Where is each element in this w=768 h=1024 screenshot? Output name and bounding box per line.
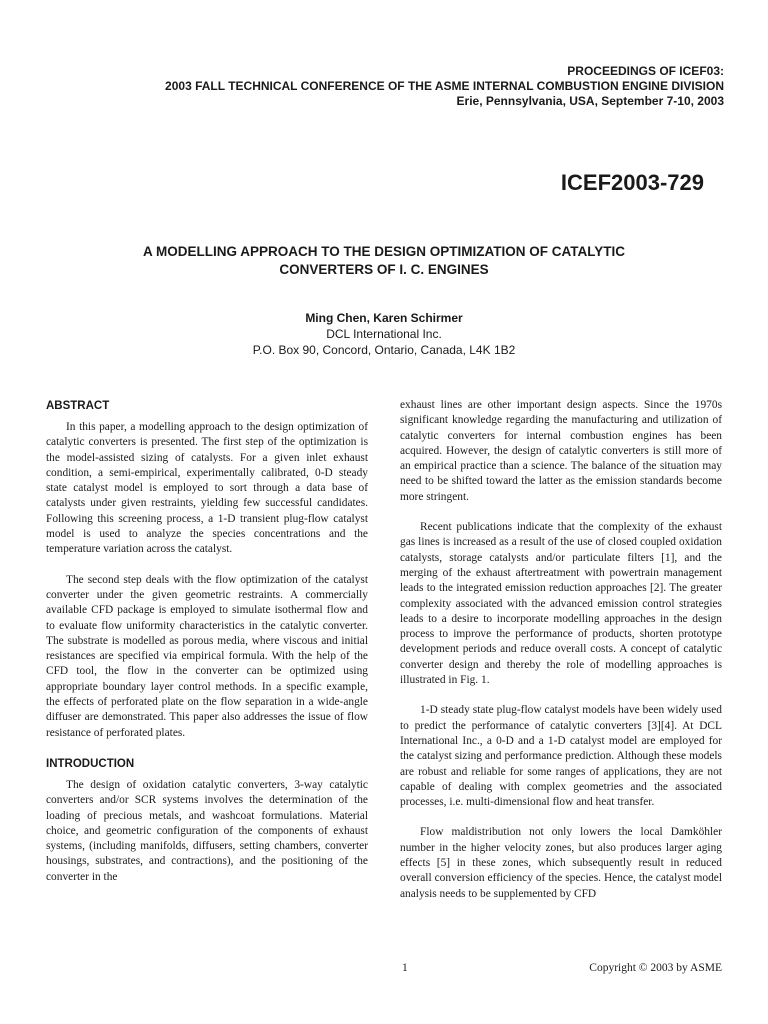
- author-address: P.O. Box 90, Concord, Ontario, Canada, L4K 1B2: [252, 343, 516, 357]
- page-number: 1: [402, 962, 408, 974]
- abstract-paragraph-2: The second step deals with the flow optimization of the catalyst converter under the given geometric restraints. A commercially available CFD package is employed to simulate isothermal flow and to evaluate flow uniformity characteristics in the catalytic converter. The substrate is modelled as porous media, where viscous and initial resistances are specified via empirical formula. With the help of the CFD tool, the flow in the converter can be optimized using appropriate boundary layer control methods. In a specific example, the effects of perforated plate on the flow separation in a wide-angle diffuser are demonstrated. This paper also addresses the issue of flow resistance of perforated plates.: [46, 573, 368, 739]
- right-paragraph-3: 1-D steady state plug-flow catalyst models have been widely used to predict the performance of catalytic converters [3][4]. At DCL International Inc., a 0-D and a 1-D catalyst model are employed for the catalyst sizing and performance prediction. Although these models are robust and reliable for some ranges of applications, they are not capable of dealing with complex geometries and the associated processes, i.e. multi-dimensional flow and heat transfer.: [400, 704, 722, 809]
- author-affiliation: DCL International Inc.: [326, 327, 442, 341]
- left-column: [46, 398, 368, 900]
- introduction-paragraph-1: The design of oxidation catalytic converters, 3-way catalytic converters and/or SCR systems involves the determination of the loading of precious metals, and washcoat formulations. Material choice, and geometric configuration of the components of exhaust systems, (including manifolds, diffusers, setting chambers, converter housings, substrates, and contractions), and the positioning of the converter in the: [46, 778, 368, 883]
- proceedings-header: [165, 64, 724, 109]
- title-line-2: CONVERTERS OF I. C. ENGINES: [279, 262, 489, 277]
- right-column: [400, 398, 722, 917]
- right-paragraph-1: exhaust lines are other important design aspects. Since the 1970s significant knowledge regarding the manufacturing and utilization of catalytic converters for internal combustion engines has been acquired. However, the design of catalytic converters is still more of an empirical practice than a science. The balance of the situation may need to be shifted toward the latter as the emission standards become more stringent.: [400, 399, 722, 503]
- proceedings-line-1: PROCEEDINGS OF ICEF03:: [567, 64, 724, 78]
- proceedings-line-3: Erie, Pennsylvania, USA, September 7-10, 2003: [456, 94, 724, 108]
- abstract-paragraph-1: In this paper, a modelling approach to the design optimization of catalytic converters is presented. The first step of the optimization is the model-assisted sizing of catalysts. For a given inlet exhaust condition, a semi-empirical, experimentally calibrated, 0-D steady state catalyst model is employed to sort through a data base of catalysts under given restraints, yielding few successful candidates. Following this screening process, a 1-D transient plug-flow catalyst model is used to analyze the species concentrations and the temperature variation across the catalyst.: [46, 421, 368, 556]
- paper-title: [60, 243, 708, 279]
- introduction-heading: INTRODUCTION: [46, 757, 135, 770]
- proceedings-line-2: 2003 FALL TECHNICAL CONFERENCE OF THE ASME INTERNAL COMBUSTION ENGINE DIVISION: [165, 79, 724, 93]
- copyright-notice: Copyright © 2003 by ASME: [589, 962, 722, 974]
- title-line-1: A MODELLING APPROACH TO THE DESIGN OPTIMIZATION OF CATALYTIC: [143, 244, 625, 259]
- right-paragraph-2: Recent publications indicate that the complexity of the exhaust gas lines is increased as a result of the use of closed coupled oxidation catalysts, storage catalysts and/or particulate filters [1], and the merging of the exhaust aftertreatment with powertrain management leads to the integrated emission reduction approaches [2]. The greater complexity associated with the advanced emission control strategies leads to a desire to incorporate modelling approaches in the design process to improve the performance of products, shorten prototype development periods and reduce overall costs. A concept of catalytic converter design and thereby the role of modelling approaches is illustrated in Fig. 1.: [400, 521, 722, 687]
- author-names: Ming Chen, Karen Schirmer: [305, 311, 463, 325]
- right-paragraph-4: Flow maldistribution not only lowers the local Damköhler number in the higher velocity zones, but also produces larger aging effects [5] in these zones, which subsequently result in reduced overall conversion efficiency of the species. Hence, the catalyst model analysis needs to be supplemented by CFD: [400, 826, 722, 900]
- author-block: [60, 310, 708, 358]
- abstract-heading: ABSTRACT: [46, 400, 110, 412]
- paper-id: ICEF2003-729: [560, 170, 704, 195]
